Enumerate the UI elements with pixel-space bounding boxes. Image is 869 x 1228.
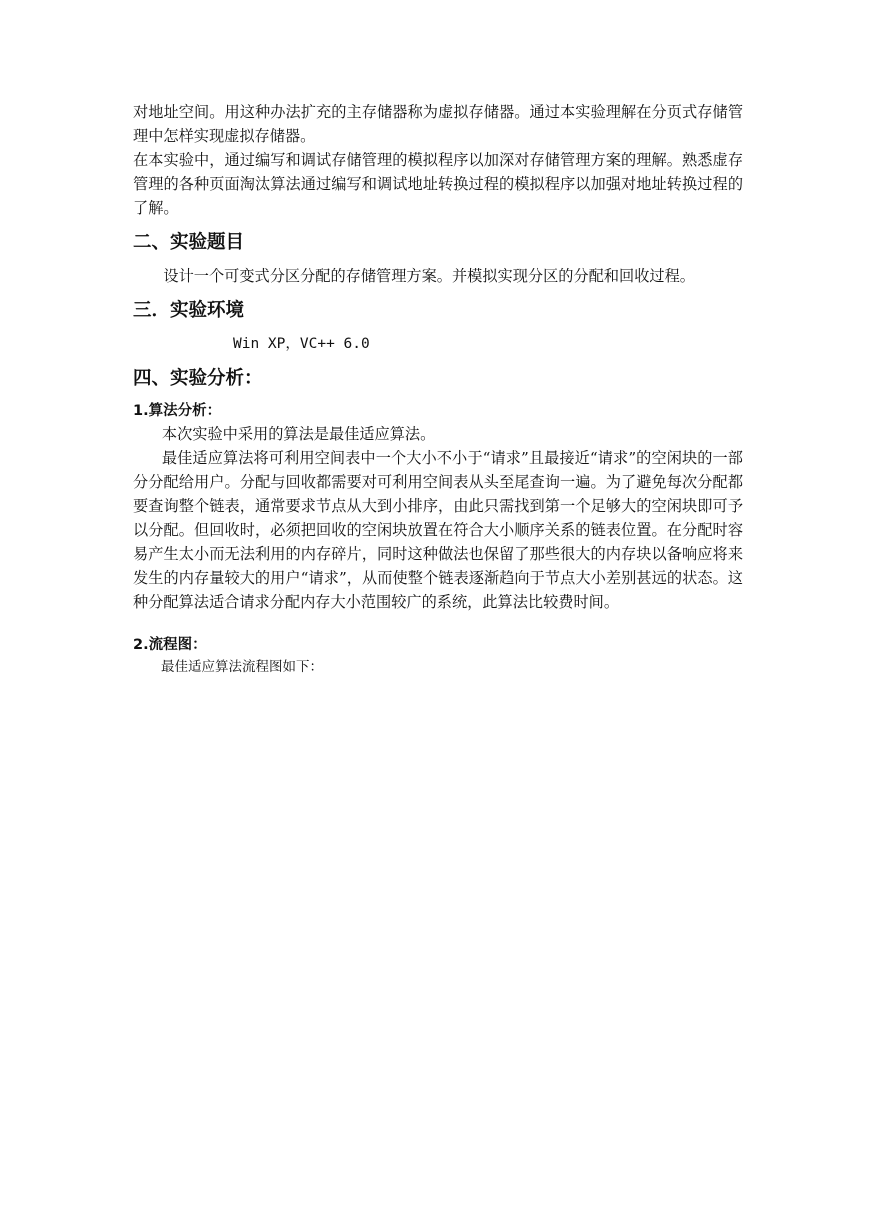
algorithm-description: 最佳适应算法将可利用空间表中一个大小不小于“请求”且最接近“请求”的空闲块的一部分分配给用户。分配与回收都需要对可利用空间表从头至尾查询一遍。为了避免每次分配都要查询整个链表，通常要求节点从大到小排序，由此只需找到第一个足够大的空闲块即可予以分配。但回收时，必须把回收的空闲块放置在符合大小顺序关系的链表位置。在分配时容易产生太小而无法利用的内存碎片，同时这种做法也保留了那些很大的内存块以备响应将来发生的内存量较大的用户“请求”，从而使整个链表逐渐趋向于节点大小差别甚远的状态。这种分配算法适合请求分配内存大小范围较广的系统，此算法比较费时间。: [133, 449, 743, 611]
section-heading-analysis: 四、实验分析：: [133, 368, 263, 389]
section-heading-experiment-topic: 二、实验题目: [133, 232, 245, 253]
intro-paragraph-2: 在本实验中，通过编写和调试存储管理的模拟程序以加深对存储管理方案的理解。熟悉虚存管理的各种页面淘汰算法通过编写和调试地址转换过程的模拟程序以加强对地址转换过程的了解。: [133, 151, 743, 217]
subheading-algorithm-analysis: 1.算法分析：: [133, 403, 222, 419]
flowchart-caption: 最佳适应算法流程图如下：: [161, 659, 323, 675]
section-heading-environment: 三．实验环境: [133, 300, 245, 321]
environment-text: Win XP，VC++ 6.0: [233, 336, 370, 352]
algorithm-intro-line: 本次实验中采用的算法是最佳适应算法。: [161, 425, 436, 443]
spacer: [133, 614, 743, 634]
subheading-flowchart: 2.流程图：: [133, 637, 207, 653]
document-content: [133, 100, 743, 678]
intro-paragraph-1: 对地址空间。用这种办法扩充的主存储器称为虚拟存储器。通过本实验理解在分页式存储管理中怎样实现虚拟存储器。: [133, 103, 743, 145]
experiment-topic-text: 设计一个可变式分区分配的存储管理方案。并模拟实现分区的分配和回收过程。: [163, 267, 695, 285]
